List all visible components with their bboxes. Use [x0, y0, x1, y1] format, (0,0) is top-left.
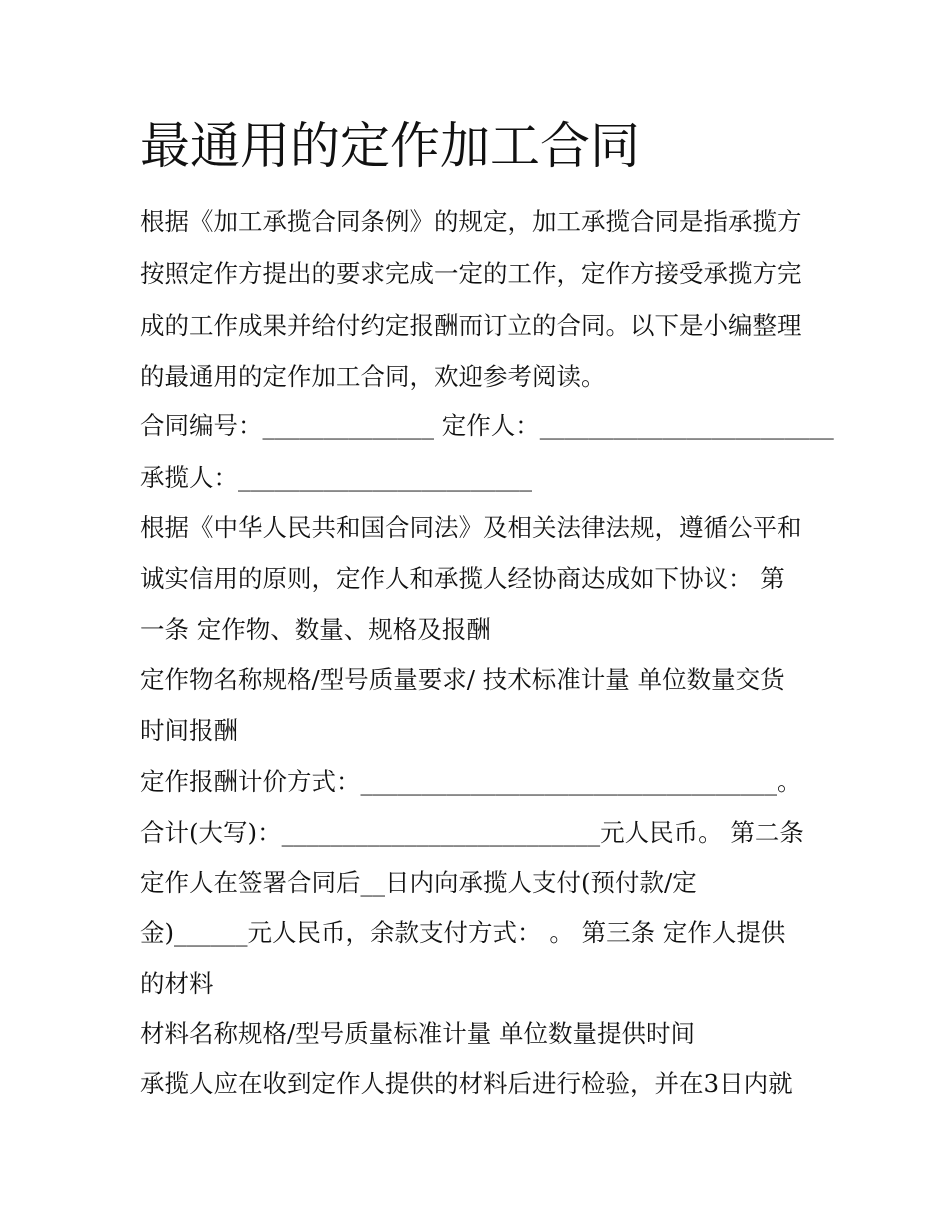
body-line: 按照定作方提出的要求完成一定的工作，定作方接受承揽方完	[140, 259, 802, 288]
contractor-line: 承揽人：________________________	[140, 463, 532, 492]
body-line: 诚实信用的原则，定作人和承揽人经协商达成如下协议： 第	[140, 564, 785, 593]
body-line: 的最通用的定作加工合同，欢迎参考阅读。	[140, 362, 606, 391]
contract-number-line: 合同编号：______________ 定作人：________________________	[140, 411, 834, 440]
pricing-method-line: 定作报酬计价方式：__________________________________。	[140, 767, 802, 796]
body-line: 定作人在签署合同后__日内向承揽人支付(预付款/定	[140, 868, 697, 897]
document-title: 最通用的定作加工合同	[140, 117, 640, 175]
table-header-line: 定作物名称规格/型号质量要求/ 技术标准计量 单位数量交货	[140, 665, 785, 694]
article-heading: 一条 定作物、数量、规格及报酬	[140, 615, 491, 644]
materials-header-line: 材料名称规格/型号质量标准计量 单位数量提供时间	[140, 1019, 696, 1048]
body-line: 根据《加工承揽合同条例》的规定，加工承揽合同是指承揽方	[140, 207, 802, 236]
body-line: 成的工作成果并给付约定报酬而订立的合同。以下是小编整理	[140, 311, 802, 340]
body-line: 金)______元人民币，余款支付方式： 。 第三条 定作人提供	[140, 918, 786, 947]
body-line: 承揽人应在收到定作人提供的材料后进行检验，并在3日内就	[140, 1069, 793, 1098]
body-line: 的材料	[140, 969, 214, 998]
total-amount-line: 合计(大写)：__________________________元人民币。 第二条	[140, 818, 804, 847]
body-line: 根据《中华人民共和国合同法》及相关法律法规，遵循公平和	[140, 513, 802, 542]
table-header-line: 时间报酬	[140, 716, 238, 745]
